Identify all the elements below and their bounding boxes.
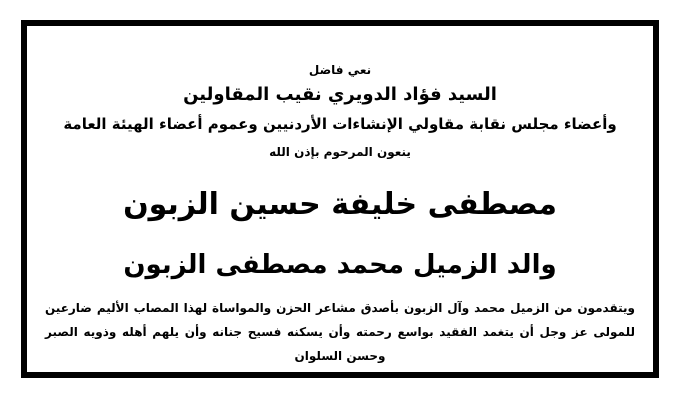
sender-line: السيد فؤاد الدويري نقيب المقاولين bbox=[183, 84, 497, 105]
condolence-paragraph: ويتقدمون من الزميل محمد وآل الزبون بأصدق مشاعر الحزن والمواساة لهذا المصاب الأليم ضارعين للمولى عز وجل أن يتغمد الفقيد بواسع رحمته وأن يسكنه فسيح جنانه وأن يلهم أهله وذويه الصبر وحسن السلوان bbox=[45, 301, 635, 363]
council-line: وأعضاء مجلس نقابة مقاولي الإنشاءات الأردنيين وعموم أعضاء الهيئة العامة bbox=[63, 115, 617, 133]
obituary-frame bbox=[21, 20, 659, 378]
mourn-line: ينعون المرحوم بإذن الله bbox=[269, 145, 411, 159]
intro-text: نعي فاضل bbox=[308, 63, 372, 77]
relation-line: والد الزميل محمد مصطفى الزبون bbox=[123, 250, 557, 280]
deceased-name: مصطفى خليفة حسين الزبون bbox=[123, 187, 557, 222]
